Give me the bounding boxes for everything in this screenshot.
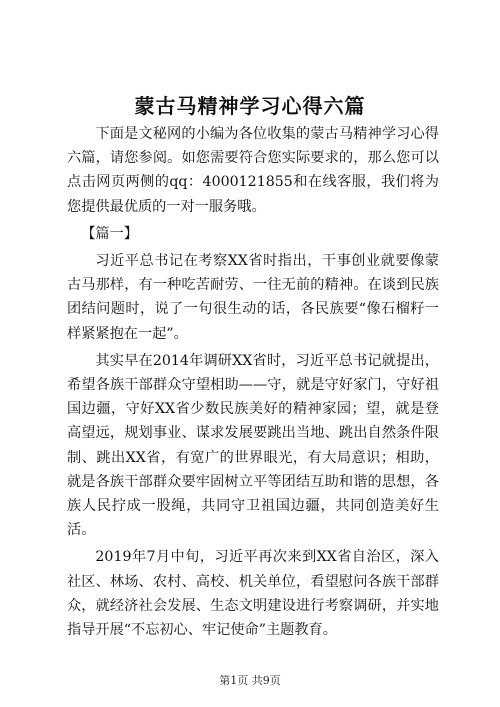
document-title: 蒙古马精神学习心得六篇 [134,94,366,118]
body-paragraph: 2019年7月中旬，习近平再次来到XX省自治区，深入社区、林场、农村、高校、机关单位，看望慰问各族干部群众，就经济社会发展、生态文明建设进行考察调研，并实地指导开展“不忘初心、牢记使命”主题教育。 [67,549,439,639]
page-number-footer: 第1页 共9页 [219,674,281,687]
document-body [67,122,439,645]
intro-paragraph: 下面是文秘网的小编为各位收集的蒙古马精神学习心得六篇，请您参阅。如您需要符合您实际要求的，那么您可以点击网页两侧的qq：4000121855和在线客服，我们将为您提供最优质的一对一服务哦。 [67,126,439,215]
body-paragraph: 习近平总书记在考察XX省时指出，干事创业就要像蒙古马那样，有一种吃苦耐劳、一往无前的精神。在谈到民族团结问题时，说了一句很生动的话，各民族要“像石榴籽一样紧紧抱在一起”。 [67,253,439,342]
body-paragraph: 其实早在2014年调研XX省时，习近平总书记就提出，希望各族干部群众守望相助——守，就是守好家门，守好祖国边疆，守好XX省少数民族美好的精神家园；望，就是登高望远，规划事业、谋求发展要跳出当地、跳出自然条件限制、跳出XX省，有宽广的世界眼光，有大局意识；相助，就是各族干部群众要牢固树立平等团结互助和谐的思想，各族人民拧成一股绳，共同守卫祖国边疆，共同创造美好生活。 [67,352,439,539]
section-heading: 【篇一】 [81,225,138,242]
